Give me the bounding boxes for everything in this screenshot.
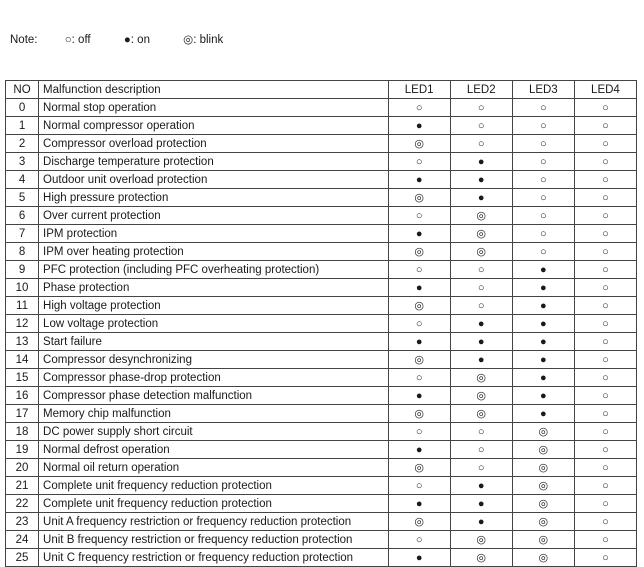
table-row — [6, 99, 637, 117]
legend-off — [65, 34, 91, 46]
row-number: 8 — [6, 243, 39, 261]
header-led2: LED2 — [450, 81, 512, 99]
led2-status-icon: ○ — [450, 279, 512, 297]
led4-status-icon: ○ — [574, 261, 636, 279]
malfunction-description: Normal oil return operation — [39, 459, 389, 477]
malfunction-description: High pressure protection — [39, 189, 389, 207]
led4-status-icon: ○ — [574, 459, 636, 477]
led1-status-icon: ● — [388, 387, 450, 405]
led4-status-icon: ○ — [574, 135, 636, 153]
malfunction-description: Complete unit frequency reduction protection — [39, 495, 389, 513]
table-row — [6, 405, 637, 423]
table-header-row — [6, 81, 637, 99]
led3-status-icon: ○ — [512, 153, 574, 171]
led4-status-icon: ○ — [574, 531, 636, 549]
led2-status-icon: ● — [450, 315, 512, 333]
table-row — [6, 135, 637, 153]
led4-status-icon: ○ — [574, 351, 636, 369]
malfunction-description: IPM protection — [39, 225, 389, 243]
led4-status-icon: ○ — [574, 441, 636, 459]
malfunction-description: Normal stop operation — [39, 99, 389, 117]
malfunction-description: Over current protection — [39, 207, 389, 225]
table-row — [6, 495, 637, 513]
led3-status-icon: ○ — [512, 117, 574, 135]
led2-status-icon: ◎ — [450, 207, 512, 225]
led3-status-icon: ● — [512, 369, 574, 387]
row-number: 20 — [6, 459, 39, 477]
malfunction-description: Unit B frequency restriction or frequency reduction protection — [39, 531, 389, 549]
led1-status-icon: ◎ — [388, 351, 450, 369]
led1-status-icon: ◎ — [388, 405, 450, 423]
led3-status-icon: ● — [512, 279, 574, 297]
led3-status-icon: ◎ — [512, 459, 574, 477]
table-row — [6, 387, 637, 405]
led1-status-icon: ● — [388, 171, 450, 189]
led4-status-icon: ○ — [574, 423, 636, 441]
led3-status-icon: ○ — [512, 207, 574, 225]
led2-status-icon: ○ — [450, 459, 512, 477]
header-led4: LED4 — [574, 81, 636, 99]
led1-status-icon: ○ — [388, 153, 450, 171]
malfunction-description: Discharge temperature protection — [39, 153, 389, 171]
led2-status-icon: ◎ — [450, 549, 512, 567]
table-row — [6, 531, 637, 549]
row-number: 19 — [6, 441, 39, 459]
led3-status-icon: ○ — [512, 243, 574, 261]
table-row — [6, 297, 637, 315]
legend-off-symbol: ○ — [64, 34, 72, 46]
table-row — [6, 477, 637, 495]
led1-status-icon: ○ — [388, 99, 450, 117]
row-number: 2 — [6, 135, 39, 153]
led2-status-icon: ◎ — [450, 225, 512, 243]
led1-status-icon: ○ — [388, 207, 450, 225]
malfunction-description: Memory chip malfunction — [39, 405, 389, 423]
led4-status-icon: ○ — [574, 333, 636, 351]
table-row — [6, 279, 637, 297]
legend-on — [124, 34, 150, 46]
led1-status-icon: ● — [388, 279, 450, 297]
led3-status-icon: ● — [512, 333, 574, 351]
led2-status-icon: ○ — [450, 423, 512, 441]
led1-status-icon: ● — [388, 549, 450, 567]
led2-status-icon: ○ — [450, 261, 512, 279]
row-number: 3 — [6, 153, 39, 171]
table-row — [6, 369, 637, 387]
legend-off-text: : off — [71, 34, 91, 46]
table-row — [6, 207, 637, 225]
led3-status-icon: ● — [512, 315, 574, 333]
led4-status-icon: ○ — [574, 297, 636, 315]
led3-status-icon: ● — [512, 297, 574, 315]
table-row — [6, 171, 637, 189]
malfunction-description: Start failure — [39, 333, 389, 351]
led4-status-icon: ○ — [574, 387, 636, 405]
led3-status-icon: ◎ — [512, 549, 574, 567]
malfunction-description: Unit A frequency restriction or frequency reduction protection — [39, 513, 389, 531]
led2-status-icon: ◎ — [450, 243, 512, 261]
row-number: 6 — [6, 207, 39, 225]
row-number: 7 — [6, 225, 39, 243]
malfunction-description: PFC protection (including PFC overheating protection) — [39, 261, 389, 279]
led1-status-icon: ◎ — [388, 135, 450, 153]
table-row — [6, 189, 637, 207]
led2-status-icon: ○ — [450, 135, 512, 153]
led1-status-icon: ● — [388, 441, 450, 459]
row-number: 10 — [6, 279, 39, 297]
led3-status-icon: ◎ — [512, 495, 574, 513]
led-legend-note — [10, 32, 253, 46]
led1-status-icon: ● — [388, 225, 450, 243]
table-row — [6, 225, 637, 243]
led3-status-icon: ○ — [512, 99, 574, 117]
led3-status-icon: ○ — [512, 171, 574, 189]
row-number: 13 — [6, 333, 39, 351]
table-row — [6, 351, 637, 369]
led2-status-icon: ● — [450, 189, 512, 207]
header-led3: LED3 — [512, 81, 574, 99]
row-number: 22 — [6, 495, 39, 513]
table-row — [6, 153, 637, 171]
malfunction-description: Phase protection — [39, 279, 389, 297]
malfunction-description: Normal compressor operation — [39, 117, 389, 135]
row-number: 17 — [6, 405, 39, 423]
row-number: 16 — [6, 387, 39, 405]
led4-status-icon: ○ — [574, 207, 636, 225]
led3-status-icon: ● — [512, 261, 574, 279]
led2-status-icon: ● — [450, 351, 512, 369]
row-number: 15 — [6, 369, 39, 387]
led3-status-icon: ◎ — [512, 423, 574, 441]
malfunction-description: Unit C frequency restriction or frequency reduction protection — [39, 549, 389, 567]
led1-status-icon: ○ — [388, 315, 450, 333]
malfunction-description: High voltage protection — [39, 297, 389, 315]
led3-status-icon: ◎ — [512, 531, 574, 549]
malfunction-description: IPM over heating protection — [39, 243, 389, 261]
led1-status-icon: ◎ — [388, 513, 450, 531]
table-row — [6, 261, 637, 279]
led1-status-icon: ◎ — [388, 243, 450, 261]
led1-status-icon: ● — [388, 495, 450, 513]
row-number: 1 — [6, 117, 39, 135]
row-number: 9 — [6, 261, 39, 279]
led4-status-icon: ○ — [574, 153, 636, 171]
row-number: 5 — [6, 189, 39, 207]
led4-status-icon: ○ — [574, 315, 636, 333]
led2-status-icon: ○ — [450, 99, 512, 117]
header-description: Malfunction description — [39, 81, 389, 99]
led4-status-icon: ○ — [574, 369, 636, 387]
table-row — [6, 315, 637, 333]
row-number: 25 — [6, 549, 39, 567]
row-number: 14 — [6, 351, 39, 369]
led3-status-icon: ◎ — [512, 477, 574, 495]
led3-status-icon: ○ — [512, 189, 574, 207]
led2-status-icon: ● — [450, 153, 512, 171]
led4-status-icon: ○ — [574, 171, 636, 189]
malfunction-description: Compressor phase detection malfunction — [39, 387, 389, 405]
table-row — [6, 513, 637, 531]
malfunction-description: Compressor phase-drop protection — [39, 369, 389, 387]
led2-status-icon: ◎ — [450, 531, 512, 549]
row-number: 21 — [6, 477, 39, 495]
row-number: 4 — [6, 171, 39, 189]
malfunction-description: Normal defrost operation — [39, 441, 389, 459]
led1-status-icon: ○ — [388, 369, 450, 387]
table-row — [6, 423, 637, 441]
led1-status-icon: ◎ — [388, 459, 450, 477]
led2-status-icon: ● — [450, 495, 512, 513]
led4-status-icon: ○ — [574, 189, 636, 207]
legend-blink — [183, 32, 223, 46]
table-row — [6, 459, 637, 477]
led3-status-icon: ○ — [512, 135, 574, 153]
led4-status-icon: ○ — [574, 477, 636, 495]
led4-status-icon: ○ — [574, 117, 636, 135]
led1-status-icon: ● — [388, 117, 450, 135]
malfunction-description: Complete unit frequency reduction protection — [39, 477, 389, 495]
table-row — [6, 117, 637, 135]
led2-status-icon: ◎ — [450, 369, 512, 387]
row-number: 11 — [6, 297, 39, 315]
led4-status-icon: ○ — [574, 495, 636, 513]
malfunction-description: Compressor overload protection — [39, 135, 389, 153]
led4-status-icon: ○ — [574, 99, 636, 117]
malfunction-description: Compressor desynchronizing — [39, 351, 389, 369]
led1-status-icon: ◎ — [388, 189, 450, 207]
row-number: 24 — [6, 531, 39, 549]
led3-status-icon: ○ — [512, 225, 574, 243]
malfunction-description: Outdoor unit overload protection — [39, 171, 389, 189]
led4-status-icon: ○ — [574, 549, 636, 567]
led2-status-icon: ● — [450, 171, 512, 189]
table-body — [6, 99, 637, 567]
led4-status-icon: ○ — [574, 279, 636, 297]
header-led1: LED1 — [388, 81, 450, 99]
legend-blink-symbol: ◎ — [183, 34, 194, 46]
legend-blink-text: : blink — [193, 34, 224, 46]
led2-status-icon: ○ — [450, 441, 512, 459]
row-number: 12 — [6, 315, 39, 333]
led2-status-icon: ● — [450, 513, 512, 531]
led4-status-icon: ○ — [574, 513, 636, 531]
led2-status-icon: ● — [450, 333, 512, 351]
row-number: 18 — [6, 423, 39, 441]
table-row — [6, 333, 637, 351]
led1-status-icon: ○ — [388, 477, 450, 495]
led4-status-icon: ○ — [574, 405, 636, 423]
led4-status-icon: ○ — [574, 243, 636, 261]
malfunction-description: DC power supply short circuit — [39, 423, 389, 441]
led2-status-icon: ◎ — [450, 387, 512, 405]
led3-status-icon: ◎ — [512, 513, 574, 531]
led2-status-icon: ○ — [450, 117, 512, 135]
malfunction-code-table — [5, 80, 637, 567]
note-label: Note: — [10, 34, 38, 46]
row-number: 23 — [6, 513, 39, 531]
malfunction-description: Low voltage protection — [39, 315, 389, 333]
led3-status-icon: ● — [512, 351, 574, 369]
led2-status-icon: ○ — [450, 297, 512, 315]
header-no: NO — [6, 81, 39, 99]
legend-on-text: : on — [130, 34, 150, 46]
led3-status-icon: ◎ — [512, 441, 574, 459]
led1-status-icon: ○ — [388, 423, 450, 441]
row-number: 0 — [6, 99, 39, 117]
led2-status-icon: ◎ — [450, 405, 512, 423]
table-row — [6, 243, 637, 261]
led1-status-icon: ● — [388, 333, 450, 351]
table-row — [6, 441, 637, 459]
led4-status-icon: ○ — [574, 225, 636, 243]
led3-status-icon: ● — [512, 387, 574, 405]
led1-status-icon: ◎ — [388, 297, 450, 315]
led2-status-icon: ● — [450, 477, 512, 495]
led3-status-icon: ● — [512, 405, 574, 423]
led1-status-icon: ○ — [388, 261, 450, 279]
legend-on-symbol: ● — [123, 34, 131, 46]
led1-status-icon: ○ — [388, 531, 450, 549]
